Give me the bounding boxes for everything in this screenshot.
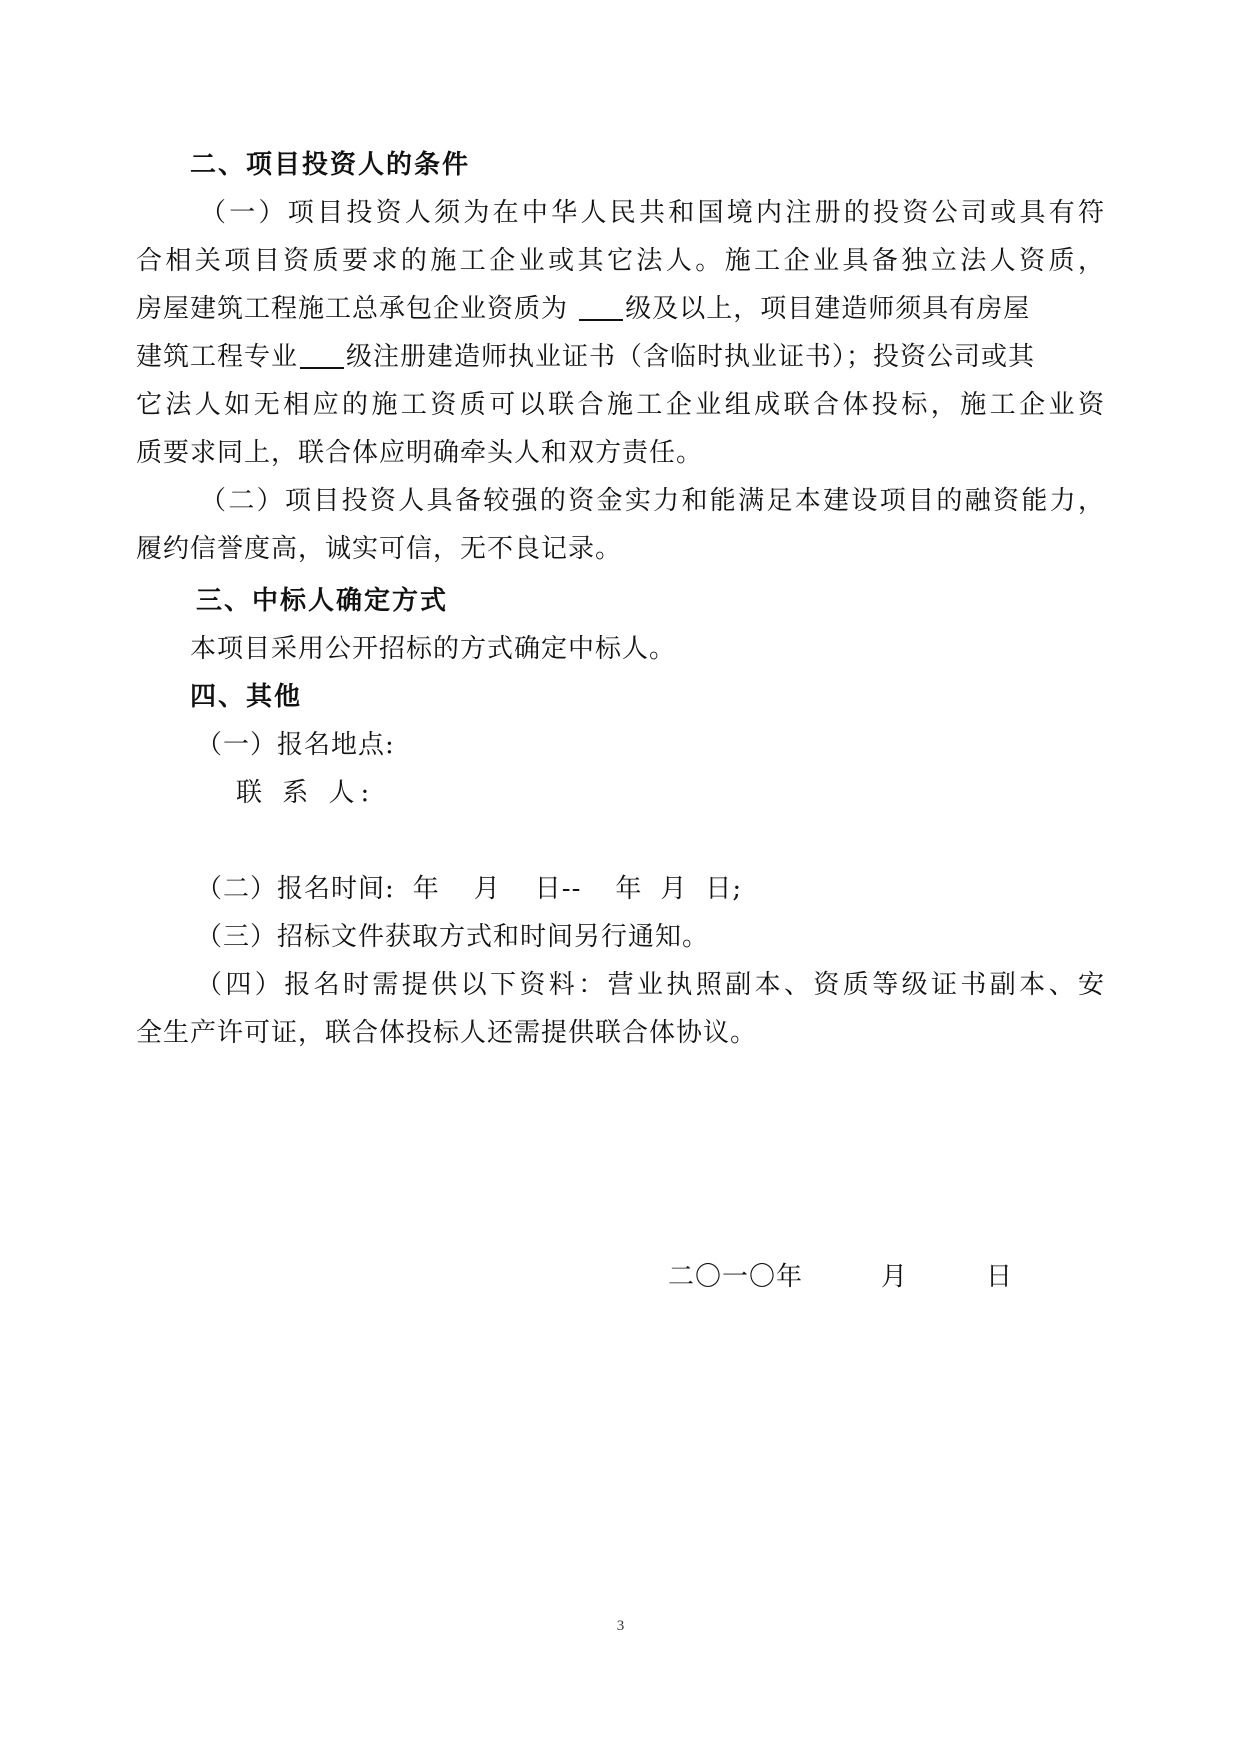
required-materials-line-1: （四）报名时需提供以下资料：营业执照副本、资质等级证书副本、安 bbox=[196, 970, 1105, 1000]
section-2-p2-line-2: 履约信誉度高，诚实可信，无不良记录。 bbox=[136, 534, 623, 564]
registration-end-month: 月 bbox=[660, 874, 688, 904]
date-year: 二〇一〇年 bbox=[668, 1262, 804, 1292]
date-month: 月 bbox=[881, 1262, 909, 1292]
registration-end-day: 日; bbox=[705, 874, 743, 904]
document-date bbox=[668, 1257, 1013, 1297]
section-2-heading: 二、项目投资人的条件 bbox=[190, 150, 471, 180]
date-day: 日 bbox=[986, 1262, 1014, 1292]
section-2-p1-line-4 bbox=[136, 337, 1035, 377]
section-2-p1-line-6: 质要求同上，联合体应明确牵头人和双方责任。 bbox=[136, 438, 704, 468]
section-3-paragraph: 本项目采用公开招标的方式确定中标人。 bbox=[190, 634, 677, 664]
section-2-p1-line-2: 合相关项目资质要求的施工企业或其它法人。施工企业具备独立法人资质， bbox=[136, 246, 1105, 276]
bidding-document-notice: （三）招标文件获取方式和时间另行通知。 bbox=[196, 922, 710, 952]
required-materials-line-2: 全生产许可证，联合体投标人还需提供联合体协议。 bbox=[136, 1018, 758, 1048]
registration-start-month: 月 bbox=[473, 874, 501, 904]
section-3-heading: 三、中标人确定方式 bbox=[196, 586, 449, 616]
grade-blank-2 bbox=[300, 341, 344, 369]
section-2-p1-line-4-text-b: 级注册建造师执业证书（含临时执业证书）；投资公司或其 bbox=[346, 342, 1036, 372]
section-2-p1-line-3 bbox=[136, 289, 1030, 329]
registration-location-label: （一）报名地点: bbox=[196, 730, 395, 760]
contact-person-label: 联 系 人: bbox=[236, 778, 376, 808]
page-number: 3 bbox=[616, 1618, 625, 1634]
registration-start-year: 年 bbox=[412, 874, 440, 904]
section-2-p2-line-1: （二）项目投资人具备较强的资金实力和能满足本建设项目的融资能力， bbox=[200, 486, 1105, 516]
section-2-p1-line-1: （一）项目投资人须为在中华人民共和国境内注册的投资公司或具有符 bbox=[200, 198, 1105, 228]
grade-blank-1 bbox=[579, 293, 623, 321]
section-2-p1-line-5: 它法人如无相应的施工资质可以联合施工企业组成联合体投标，施工企业资 bbox=[136, 390, 1105, 420]
section-2-p1-line-4-text-a: 建筑工程专业 bbox=[136, 342, 299, 372]
registration-time-label: （二）报名时间: bbox=[196, 874, 395, 904]
registration-end-year: 年 bbox=[615, 874, 643, 904]
registration-time-line bbox=[196, 869, 742, 909]
section-2-p1-line-3-text-a: 房屋建筑工程施工总承包企业资质为 bbox=[136, 294, 578, 324]
section-4-heading: 四、其他 bbox=[190, 682, 303, 712]
section-2-p1-line-3-text-b: 级及以上，项目建造师须具有房屋 bbox=[625, 294, 1031, 324]
registration-start-day: 日-- bbox=[534, 874, 582, 904]
